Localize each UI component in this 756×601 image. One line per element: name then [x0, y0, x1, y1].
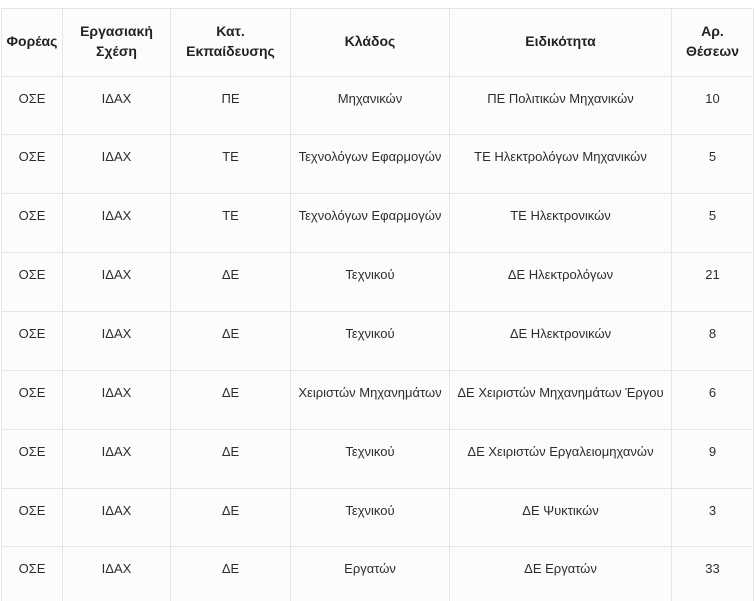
cell-ar-theseon: 5 [672, 194, 754, 253]
cell-ar-theseon: 10 [672, 76, 754, 135]
cell-ar-theseon: 8 [672, 311, 754, 370]
column-header-ar-theseon: Αρ. Θέσεων [672, 9, 754, 77]
cell-foreas: ΟΣΕ [2, 253, 63, 312]
cell-klados: Τεχνικού [291, 253, 450, 312]
cell-kat-ekpaideysis: ΤΕ [171, 194, 291, 253]
cell-eidikotita: ΔΕ Χειριστών Εργαλειομηχανών [450, 429, 672, 488]
cell-kat-ekpaideysis: ΔΕ [171, 370, 291, 429]
column-header-ergasiaki-sxesi: Εργασιακή Σχέση [63, 9, 171, 77]
cell-kat-ekpaideysis: ΔΕ [171, 488, 291, 547]
table-row [2, 429, 754, 488]
cell-kat-ekpaideysis: ΔΕ [171, 311, 291, 370]
column-header-foreas: Φορέας [2, 9, 63, 77]
cell-ar-theseon: 5 [672, 135, 754, 194]
column-header-eidikotita: Ειδικότητα [450, 9, 672, 77]
cell-ergasiaki-sxesi: ΙΔΑΧ [63, 547, 171, 601]
cell-eidikotita: ΔΕ Χειριστών Μηχανημάτων Έργου [450, 370, 672, 429]
header-row [2, 9, 754, 77]
cell-ar-theseon: 33 [672, 547, 754, 601]
cell-ar-theseon: 21 [672, 253, 754, 312]
positions-table [1, 8, 754, 601]
cell-klados: Μηχανικών [291, 76, 450, 135]
table-row [2, 76, 754, 135]
table-row [2, 194, 754, 253]
cell-ergasiaki-sxesi: ΙΔΑΧ [63, 488, 171, 547]
cell-eidikotita: ΔΕ Ψυκτικών [450, 488, 672, 547]
cell-ergasiaki-sxesi: ΙΔΑΧ [63, 429, 171, 488]
cell-klados: Χειριστών Μηχανημάτων [291, 370, 450, 429]
cell-ergasiaki-sxesi: ΙΔΑΧ [63, 370, 171, 429]
cell-eidikotita: ΤΕ Ηλεκτρονικών [450, 194, 672, 253]
cell-eidikotita: ΔΕ Ηλεκτρολόγων [450, 253, 672, 312]
cell-eidikotita: ΤΕ Ηλεκτρολόγων Μηχανικών [450, 135, 672, 194]
cell-ar-theseon: 9 [672, 429, 754, 488]
cell-foreas: ΟΣΕ [2, 547, 63, 601]
column-header-klados: Κλάδος [291, 9, 450, 77]
cell-klados: Τεχνολόγων Εφαρμογών [291, 135, 450, 194]
cell-klados: Τεχνικού [291, 429, 450, 488]
table-row [2, 135, 754, 194]
cell-foreas: ΟΣΕ [2, 311, 63, 370]
cell-foreas: ΟΣΕ [2, 76, 63, 135]
table-row [2, 370, 754, 429]
cell-ergasiaki-sxesi: ΙΔΑΧ [63, 194, 171, 253]
cell-kat-ekpaideysis: ΠΕ [171, 76, 291, 135]
cell-ergasiaki-sxesi: ΙΔΑΧ [63, 253, 171, 312]
cell-eidikotita: ΔΕ Ηλεκτρονικών [450, 311, 672, 370]
cell-klados: Τεχνικού [291, 311, 450, 370]
cell-ergasiaki-sxesi: ΙΔΑΧ [63, 135, 171, 194]
cell-kat-ekpaideysis: ΔΕ [171, 253, 291, 312]
table-row [2, 547, 754, 601]
cell-foreas: ΟΣΕ [2, 194, 63, 253]
cell-ar-theseon: 6 [672, 370, 754, 429]
cell-ergasiaki-sxesi: ΙΔΑΧ [63, 76, 171, 135]
cell-foreas: ΟΣΕ [2, 429, 63, 488]
cell-foreas: ΟΣΕ [2, 370, 63, 429]
cell-klados: Τεχνολόγων Εφαρμογών [291, 194, 450, 253]
cell-klados: Εργατών [291, 547, 450, 601]
cell-foreas: ΟΣΕ [2, 488, 63, 547]
cell-eidikotita: ΔΕ Εργατών [450, 547, 672, 601]
table-row [2, 311, 754, 370]
cell-kat-ekpaideysis: ΔΕ [171, 547, 291, 601]
cell-ergasiaki-sxesi: ΙΔΑΧ [63, 311, 171, 370]
cell-kat-ekpaideysis: ΤΕ [171, 135, 291, 194]
table-row [2, 253, 754, 312]
cell-eidikotita: ΠΕ Πολιτικών Μηχανικών [450, 76, 672, 135]
table-row [2, 488, 754, 547]
column-header-kat-ekpaideysis: Κατ. Εκπαίδευσης [171, 9, 291, 77]
cell-klados: Τεχνικού [291, 488, 450, 547]
cell-foreas: ΟΣΕ [2, 135, 63, 194]
cell-kat-ekpaideysis: ΔΕ [171, 429, 291, 488]
table-body [2, 76, 754, 601]
cell-ar-theseon: 3 [672, 488, 754, 547]
